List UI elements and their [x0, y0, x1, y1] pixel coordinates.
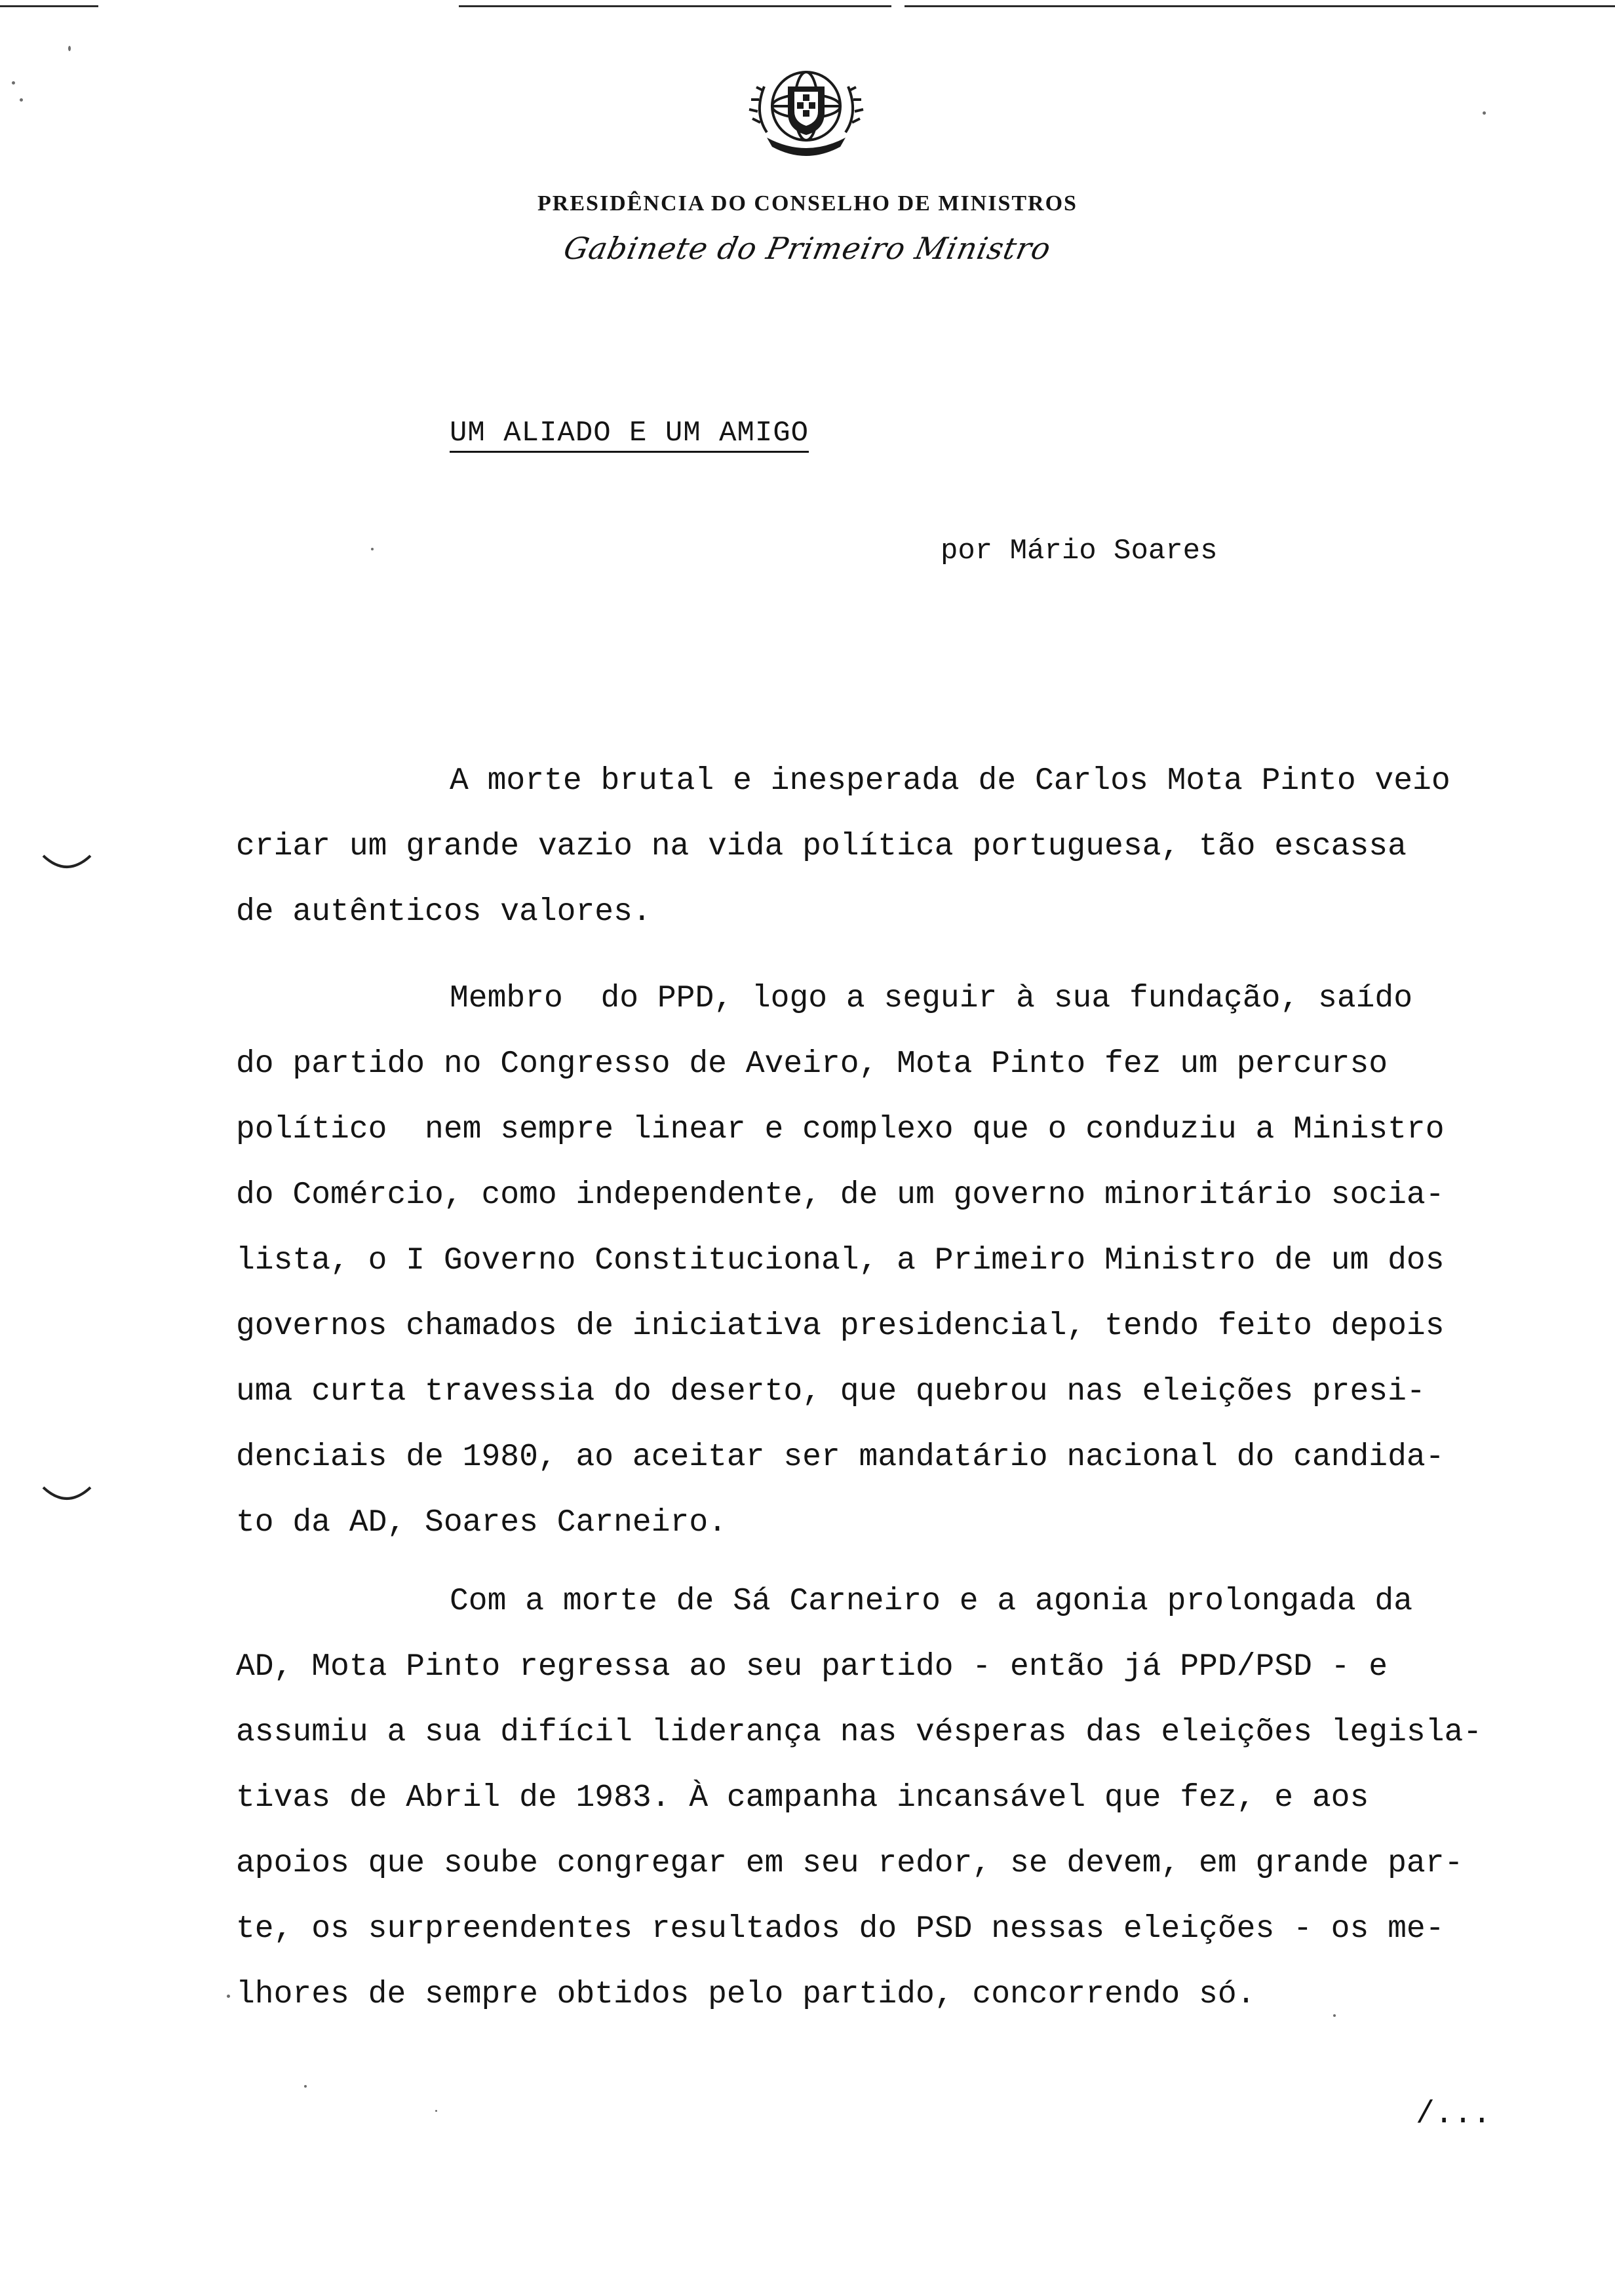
scan-edge-line — [905, 5, 1615, 7]
text-line: criar um grande vazio na vida política portuguesa, tão escassa — [236, 829, 1407, 864]
page-continuation: /... — [1416, 2097, 1492, 2132]
byline: por Mário Soares — [941, 535, 1218, 567]
text-line: te, os surpreendentes resultados do PSD nessas eleições - os me- — [236, 1911, 1445, 1947]
scan-speck — [371, 548, 374, 550]
scan-speck — [12, 81, 15, 85]
text-line: Membro do PPD, logo a seguir à sua fundação, saído — [450, 981, 1413, 1016]
text-line: do Comércio, como independente, de um governo minoritário socia- — [236, 1177, 1445, 1213]
punch-hole-mark-icon — [41, 852, 93, 878]
scan-speck — [1333, 2014, 1336, 2017]
text-line: to da AD, Soares Carneiro. — [236, 1505, 727, 1540]
text-line: tivas de Abril de 1983. À campanha incansável que fez, e aos — [236, 1780, 1369, 1816]
text-line: assumiu a sua difícil liderança nas vésperas das eleições legisla- — [236, 1715, 1483, 1750]
text-line: A morte brutal e inesperada de Carlos Mota Pinto veio — [450, 763, 1450, 799]
scan-edge-line — [459, 5, 891, 7]
header-cabinet: Gabinete do Primeiro Ministro — [560, 231, 1055, 266]
scan-speck — [304, 2085, 307, 2088]
coat-of-arms-icon — [741, 60, 872, 178]
scan-speck — [68, 46, 71, 51]
document-title: UM ALIADO E UM AMIGO — [450, 417, 809, 453]
header-office: PRESIDÊNCIA DO CONSELHO DE MINISTROS — [537, 191, 1078, 216]
scan-speck — [435, 2110, 437, 2112]
text-line: AD, Mota Pinto regressa ao seu partido - então já PPD/PSD - e — [236, 1649, 1388, 1685]
text-line: político nem sempre linear e complexo que o conduziu a Ministro — [236, 1112, 1445, 1147]
scan-edge-line — [0, 5, 98, 7]
text-line: lhores de sempre obtidos pelo partido, concorrendo só. — [236, 1977, 1256, 2012]
text-line: apoios que soube congregar em seu redor, se devem, em grande par- — [236, 1846, 1464, 1881]
scan-speck — [227, 1995, 230, 1998]
text-line: de autênticos valores. — [236, 894, 652, 930]
scan-speck — [1483, 111, 1486, 115]
text-line: Com a morte de Sá Carneiro e a agonia prolongada da — [450, 1584, 1413, 1619]
text-line: uma curta travessia do deserto, que quebrou nas eleições presi- — [236, 1374, 1426, 1409]
text-line: governos chamados de iniciativa presidencial, tendo feito depois — [236, 1309, 1445, 1344]
text-line: lista, o I Governo Constitucional, a Primeiro Ministro de um dos — [236, 1243, 1445, 1278]
scan-speck — [20, 98, 23, 102]
text-line: denciais de 1980, ao aceitar ser mandatário nacional do candida- — [236, 1440, 1445, 1475]
punch-hole-mark-icon — [41, 1483, 93, 1510]
text-line: do partido no Congresso de Aveiro, Mota Pinto fez um percurso — [236, 1046, 1388, 1082]
